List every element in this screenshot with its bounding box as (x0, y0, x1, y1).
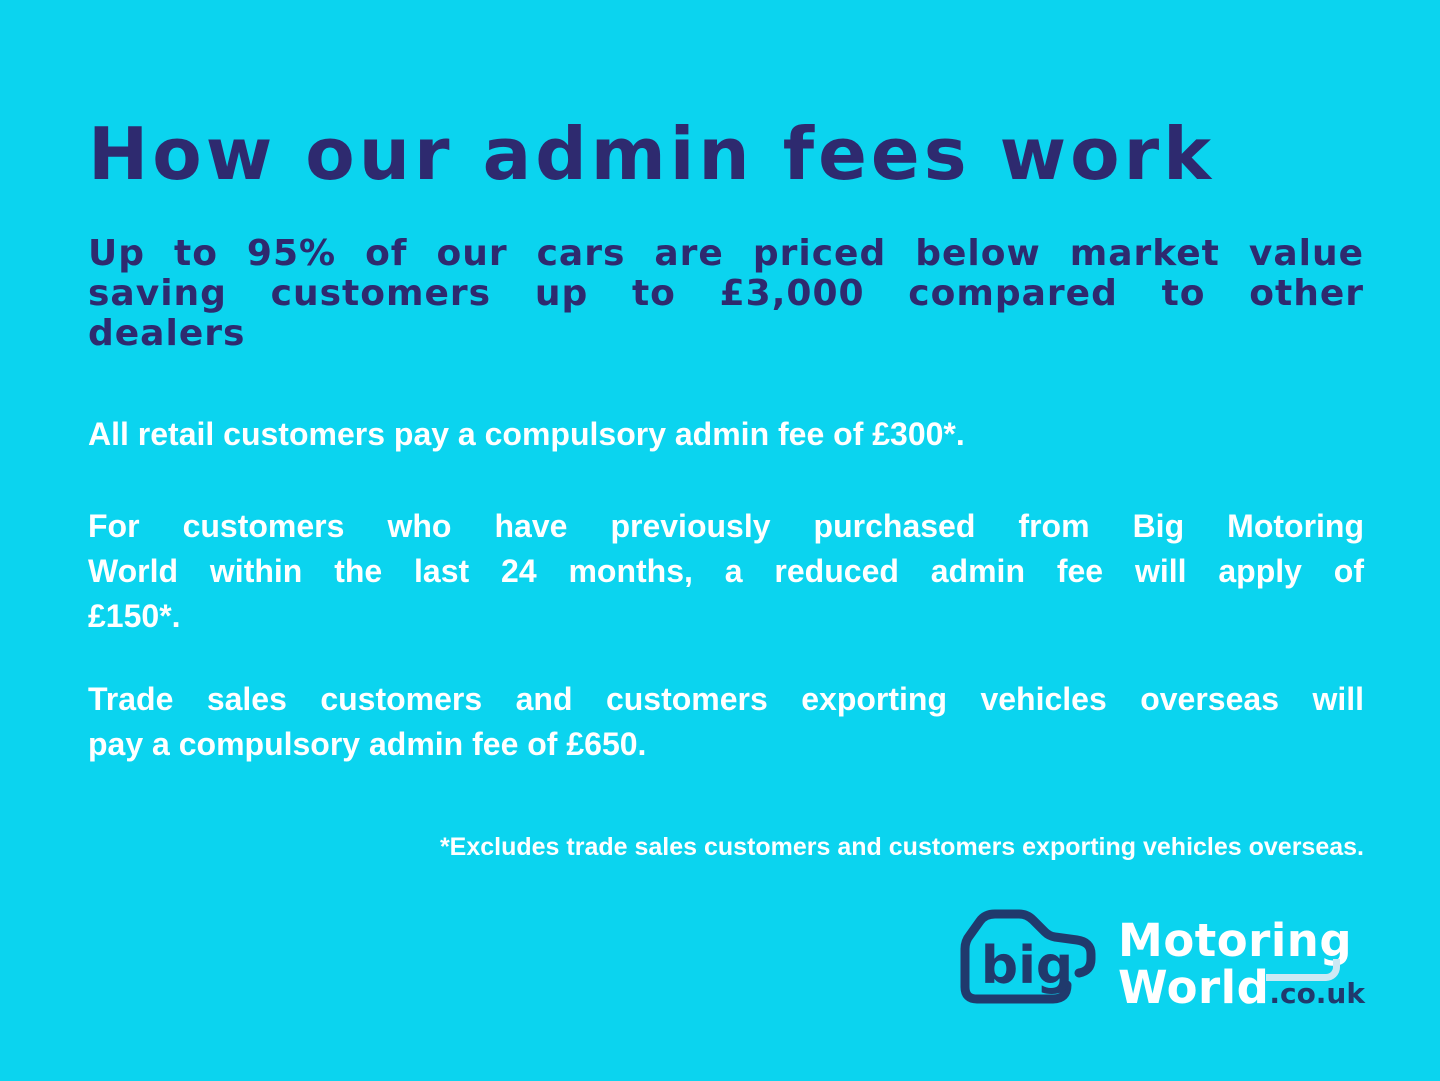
text-line: World within the last 24 months, a reduced admin fee will apply of (88, 553, 1364, 589)
big-car-logo-icon (957, 897, 1102, 1007)
text-line: £150*. (88, 598, 181, 634)
text-line: Trade sales customers and customers exporting vehicles overseas will (88, 681, 1364, 717)
logo-big-label: big (980, 936, 1074, 996)
logo-domain-suffix: .co.uk (1269, 977, 1365, 1010)
big-motoring-world-logo (957, 897, 1365, 1017)
text-line: pay a compulsory admin fee of £650. (88, 726, 647, 762)
logo-word-motoring: Motoring (1118, 914, 1353, 967)
paragraph-retail-fee (88, 412, 1364, 457)
text-line: saving customers up to £3,000 compared to other (88, 273, 1364, 314)
paragraph-trade-export-fee (88, 677, 1364, 767)
footnote-text: *Excludes trade sales customers and customers exporting vehicles overseas. (439, 833, 1364, 861)
logo-connector-line (1266, 959, 1340, 981)
text-line: For customers who have previously purchased from Big Motoring (88, 508, 1364, 544)
text-line: dealers (88, 313, 246, 354)
text-line: All retail customers pay a compulsory admin fee of £300*. (88, 416, 965, 452)
text-line: Up to 95% of our cars are priced below market value (88, 233, 1364, 274)
logo-word-world: World (1118, 961, 1270, 1014)
logo-wordmark (1118, 914, 1365, 1017)
paragraph-returning-customer-fee (88, 504, 1364, 639)
subtitle-text (88, 234, 1364, 354)
page-title: How our admin fees work (88, 112, 1216, 196)
